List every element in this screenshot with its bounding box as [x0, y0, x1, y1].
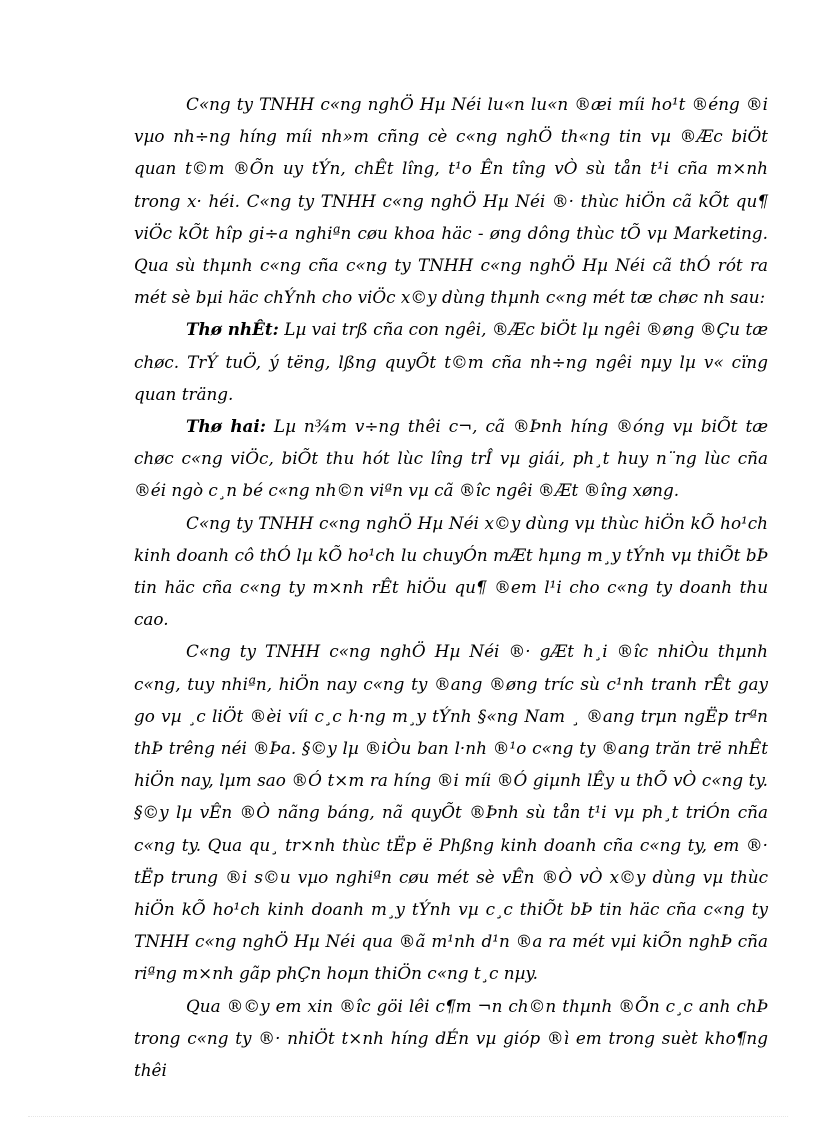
- paragraph-lead: Thø hai:: [186, 416, 266, 437]
- paragraph-text: Lµ n¾m v÷ng thêi c¬, cã ®Þnh híng ®óng vµ biÕt tæ chøc c«ng viÖc, biÕt thu hót lùc lîng trÎ vµ giái, ph¸t huy n¨ng lùc cña ®éi ngò c¸n bé c«ng nh©n viªn vµ cã ®îc ngêi ®Æt ®îng xøng.: [134, 416, 768, 501]
- page-bottom-rule: [28, 1116, 788, 1117]
- paragraph-intro: [134, 88, 768, 313]
- paragraph-business-plan: [134, 507, 768, 636]
- paragraph-competition: [134, 635, 768, 989]
- paragraph-text: Lµ vai trß cña con ngêi, ®Æc biÖt lµ ngêi ®øng ®Çu tæ chøc. TrÝ tuÖ, ý tëng, lßng quyÕt t©m cña nh÷ng ngêi nµy lµ v« cïng quan träng.: [134, 319, 768, 404]
- paragraph-thanks: [134, 990, 768, 1087]
- paragraph-lesson-one: [134, 313, 768, 410]
- paragraph-text: Qua ®©y em xin ®îc göi lêi c¶m ¬n ch©n thµnh ®Õn c¸c anh chÞ trong c«ng ty ®· nhiÖt t×nh híng dÉn vµ gióp ®ì em trong suèt kho¶ng thêi: [134, 995, 768, 1081]
- paragraph-text: C«ng ty TNHH c«ng nghÖ Hµ Néi x©y dùng vµ thùc hiÖn kÕ ho¹ch kinh doanh cô thÓ lµ kÕ ho¹ch lu chuyÓn mÆt hµng m¸y tÝnh vµ thiÕt bÞ tin häc cña c«ng ty m×nh rÊt hiÖu qu¶ ®em l¹i cho c«ng ty doanh thu cao.: [134, 512, 768, 630]
- paragraph-text: C«ng ty TNHH c«ng nghÖ Hµ Néi ®· gÆt h¸i ®îc nhiÒu thµnh c«ng, tuy nhiªn, hiÖn nay c«ng ty ®ang ®øng tríc sù c¹nh tranh rÊt gay go vµ ¸c liÖt ®èi víi c¸c h·ng m¸y tÝnh §«ng Nam ¸ ®ang trµn ngËp trªn thÞ trêng néi ®Þa. §©y lµ ®iÒu ban l·nh ®¹o c«ng ty ®ang trăn trë nhÊt hiÖn nay, lµm sao ®Ó t×m ra híng ®i míi ®Ó giµnh lÊy u thÕ vÒ c«ng ty. §©y lµ vÊn ®Ò nãng báng, nã quyÕt ®Þnh sù tån t¹i vµ ph¸t triÓn cña c«ng ty. Qua qu¸ tr×nh thùc tËp ë Phßng kinh doanh cña c«ng ty, em ®· tËp trung ®i s©u vµo nghiªn cøu mét sè vÊn ®Ò vÒ x©y dùng vµ thùc hiÖn kÕ ho¹ch kinh doanh m¸y tÝnh vµ c¸c thiÕt bÞ tin häc cña c«ng ty TNHH c«ng nghÖ Hµ Néi qua ®ã m¹nh d¹n ®a ra mét vµi kiÕn nghÞ cña riªng m×nh gãp phÇn hoµn thiÖn c«ng t¸c nµy.: [134, 641, 768, 984]
- paragraph-lesson-two: [134, 410, 768, 507]
- paragraph-lead: Thø nhÊt:: [186, 319, 279, 340]
- paragraph-text: C«ng ty TNHH c«ng nghÖ Hµ Néi lu«n lu«n ®æi míi ho¹t ®éng ®i vµo nh÷ng híng míi nh»m cñng cè c«ng nghÖ th«ng tin vµ ®Æc biÖt quan t©m ®Õn uy tÝn, chÊt lîng, t¹o Ên tîng vÒ sù tån t¹i cña m×nh trong x· héi. C«ng ty TNHH c«ng nghÖ Hµ Néi ®· thùc hiÖn cã kÕt qu¶ viÖc kÕt hîp gi÷a nghiªn cøu khoa häc - øng dông thùc tÕ vµ Marketing. Qua sù thµnh c«ng cña c«ng ty TNHH c«ng nghÖ Hµ Néi cã thÓ rót ra mét sè bµi häc chÝnh cho viÖc x©y dùng thµnh c«ng mét tæ chøc nh sau:: [134, 94, 768, 308]
- body-text: [134, 88, 768, 1086]
